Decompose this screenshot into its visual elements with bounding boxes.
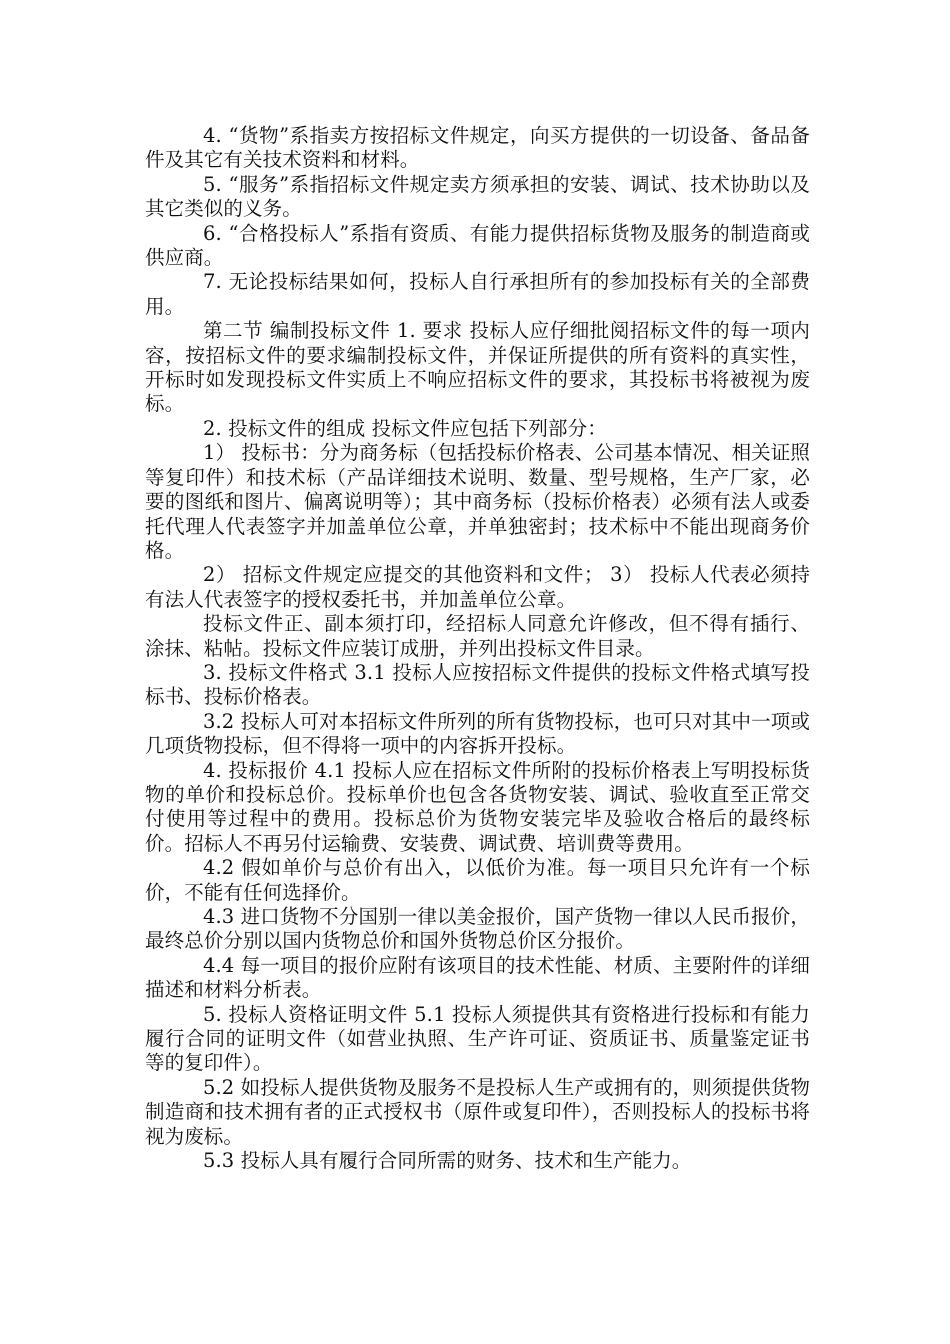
paragraph-bid-format: 3. 投标文件格式 3.1 投标人应按招标文件提供的投标文件格式填写投标书、投标价格表。 xyxy=(145,660,810,709)
document-page xyxy=(145,124,810,1173)
paragraph-bid-letter: 1） 投标书：分为商务标（包括投标价格表、公司基本情况、相关证照等复印件）和技术标（产品详细技术说明、数量、型号规格，生产厂家，必要的图纸和图片、偏离说明等）；其中商务标（投标价格表）必须有法人或委托代理人代表签字并加盖单位公章，并单独密封；技术标中不能出现商务价格。 xyxy=(145,441,810,562)
paragraph-6-qualified-bidder: 6. “合格投标人”系指有资质、有能力提供招标货物及服务的制造商或供应商。 xyxy=(145,221,810,270)
paragraph-printing: 投标文件正、副本须打印，经招标人同意允许修改，但不得有插行、涂抹、粘帖。投标文件应装订成册，并列出投标文件目录。 xyxy=(145,612,810,660)
paragraph-5-services: 5. “服务”系指招标文件规定卖方须承担的安装、调试、技术协助以及其它类似的义务。 xyxy=(145,172,810,221)
paragraph-4-3: 4.3 进口货物不分国别一律以美金报价，国产货物一律以人民币报价，最终总价分别以国内货物总价和国外货物总价区分报价。 xyxy=(145,905,810,953)
paragraph-3-2: 3.2 投标人可对本招标文件所列的所有货物投标，也可只对其中一项或几项货物投标，但不得将一项中的内容拆开投标。 xyxy=(145,709,810,758)
paragraph-7-costs: 7. 无论投标结果如何，投标人自行承担所有的参加投标有关的全部费用。 xyxy=(145,270,810,318)
paragraph-bid-composition: 2. 投标文件的组成 投标文件应包括下列部分： xyxy=(203,416,607,440)
paragraph-section2-requirements: 第二节 编制投标文件 1. 要求 投标人应仔细批阅招标文件的每一项内容，按招标文件的要求编制投标文件，并保证所提供的所有资料的真实性，开标时如发现投标文件实质上不响应招标文件的要求，其投标书将被视为废标。 xyxy=(145,319,810,416)
paragraph-qualification: 5. 投标人资格证明文件 5.1 投标人须提供其有资格进行投标和有能力履行合同的证明文件（如营业执照、生产许可证、资质证书、质量鉴定证书等的复印件）。 xyxy=(145,1002,810,1075)
paragraph-other-documents: 2） 招标文件规定应提交的其他资料和文件； 3） 投标人代表必须持有法人代表签字的授权委托书，并加盖单位公章。 xyxy=(145,563,810,611)
paragraph-5-2: 5.2 如投标人提供货物及服务不是投标人生产或拥有的，则须提供货物制造商和技术拥有者的正式授权书（原件或复印件），否则投标人的投标书将视为废标。 xyxy=(145,1075,810,1148)
paragraph-4-4: 4.4 每一项目的报价应附有该项目的技术性能、材质、主要附件的详细描述和材料分析表。 xyxy=(145,953,810,1002)
paragraph-5-3: 5.3 投标人具有履行合同所需的财务、技术和生产能力。 xyxy=(203,1149,692,1173)
paragraph-bid-price: 4. 投标报价 4.1 投标人应在招标文件所附的投标价格表上写明投标货物的单价和投标总价。投标单价也包含各货物安装、调试、验收直至正常交付使用等过程中的费用。投标总价为货物安装完毕及验收合格后的最终标价。招标人不再另付运输费、安装费、调试费、培训费等费用。 xyxy=(145,758,810,855)
paragraph-4-goods: 4. “货物”系指卖方按招标文件规定，向买方提供的一切设备、备品备件及其它有关技术资料和材料。 xyxy=(145,124,810,172)
paragraph-4-2: 4.2 假如单价与总价有出入，以低价为准。每一项目只允许有一个标价，不能有任何选择价。 xyxy=(145,856,810,904)
